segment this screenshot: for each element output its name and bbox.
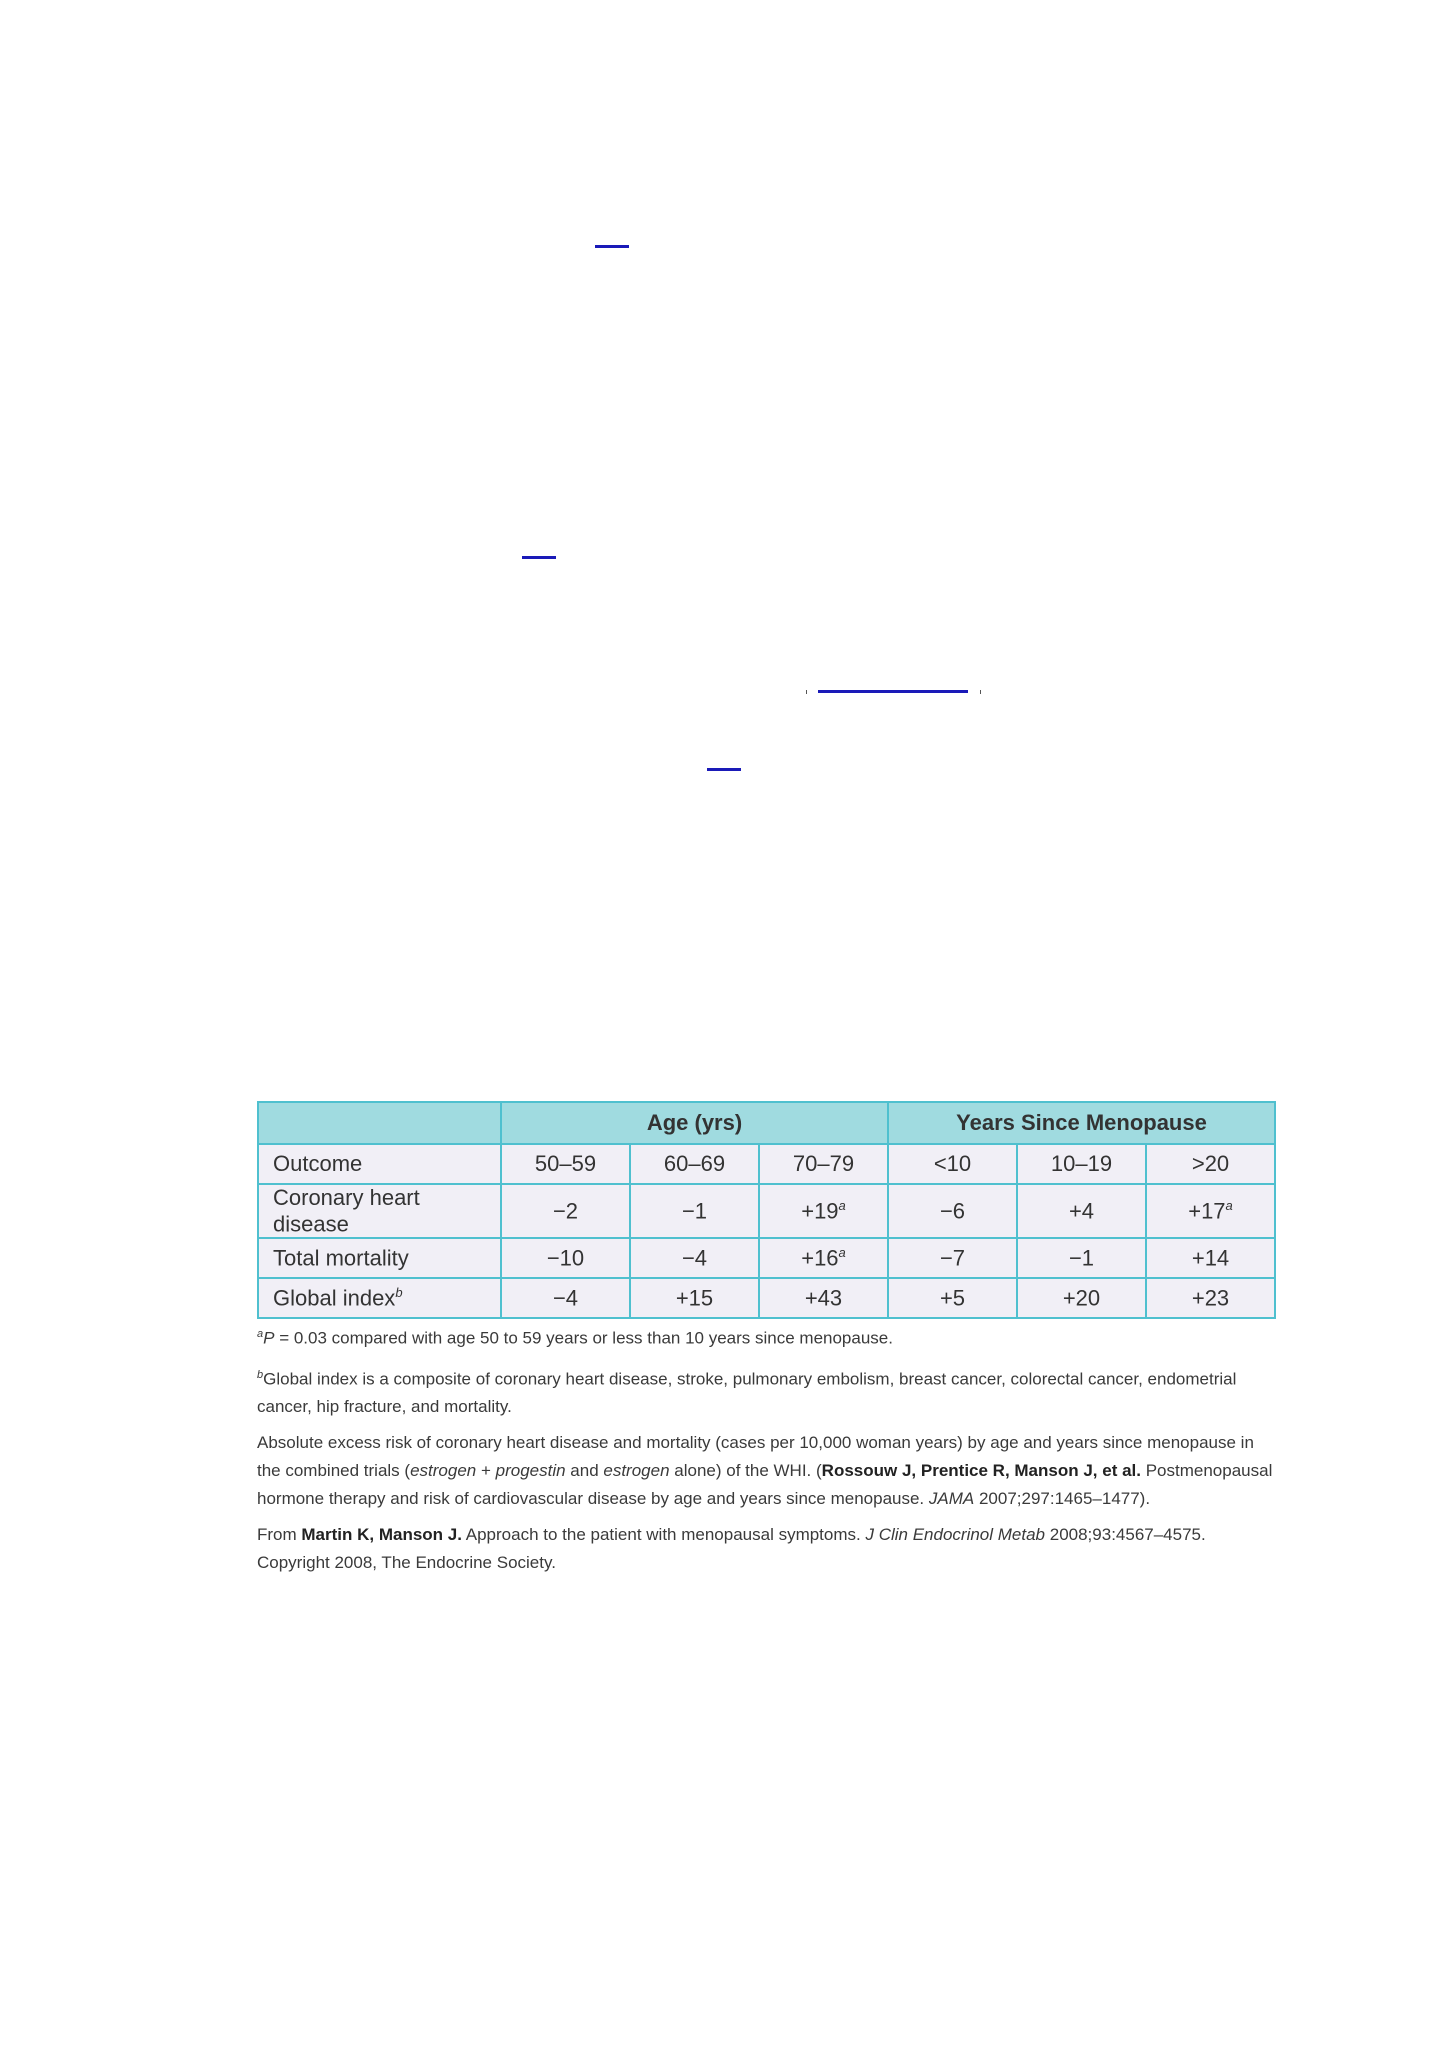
column-header: Outcome: [258, 1144, 501, 1184]
group-header-blank: [258, 1102, 501, 1144]
table-row: [258, 1238, 1275, 1278]
table-cell: +5: [888, 1278, 1017, 1318]
column-header: <10: [888, 1144, 1017, 1184]
group-header-row: [258, 1102, 1275, 1144]
table-cell: +17$^a$: [1146, 1184, 1275, 1238]
table-cell: +14: [1146, 1238, 1275, 1278]
link-bracket-left: [806, 690, 807, 694]
column-header: >20: [1146, 1144, 1275, 1184]
table-cell: −4: [501, 1278, 630, 1318]
table-cell: −10: [501, 1238, 630, 1278]
table-cell: +19$^a$: [759, 1184, 888, 1238]
table-cell: −7: [888, 1238, 1017, 1278]
row-label: Coronary heart disease: [258, 1184, 501, 1238]
table-cell: +43: [759, 1278, 888, 1318]
table-cell: −4: [630, 1238, 759, 1278]
link-underline[interactable]: [595, 245, 629, 248]
table-cell: −1: [630, 1184, 759, 1238]
table-cell: −2: [501, 1184, 630, 1238]
table-cell: +16$^a$: [759, 1238, 888, 1278]
table-cell: +23: [1146, 1278, 1275, 1318]
column-header-row: [258, 1144, 1275, 1184]
link-underline[interactable]: [522, 556, 556, 559]
column-header: 60–69: [630, 1144, 759, 1184]
table-notes: [257, 1320, 1274, 1585]
column-header: 50–59: [501, 1144, 630, 1184]
risk-table: [257, 1101, 1276, 1319]
table-row: [258, 1184, 1275, 1238]
footnote-b: $^b$Global index is a composite of coronary heart disease, stroke, pulmonary embolism, breast cancer, colorectal cancer, endometrial cancer, hip fracture, and mortality.: [257, 1368, 1237, 1417]
table-cell: +15: [630, 1278, 759, 1318]
row-label: Global index$^b$: [258, 1278, 501, 1318]
table-row: [258, 1278, 1275, 1318]
link-bracket-right: [980, 690, 981, 694]
group-header-menopause: Years Since Menopause: [888, 1102, 1275, 1144]
risk-table-container: [257, 1101, 1274, 1319]
table-cell: +20: [1017, 1278, 1146, 1318]
table-cell: −1: [1017, 1238, 1146, 1278]
group-header-age: Age (yrs): [501, 1102, 888, 1144]
table-cell: +4: [1017, 1184, 1146, 1238]
table-cell: −6: [888, 1184, 1017, 1238]
column-header: 10–19: [1017, 1144, 1146, 1184]
column-header: 70–79: [759, 1144, 888, 1184]
table-caption: Absolute excess risk of coronary heart disease and mortality (cases per 10,000 woman years) by age and years since menopause in the combined trials (estrogen + progestin and estrogen alone) of the WHI. (Rossouw J, Prentice R, Manson J, et al. Postmenopausal hormone therapy and risk of cardiovascular disease by age and years since menopause. JAMA 2007;297:1465–1477).: [257, 1433, 1273, 1509]
link-underline[interactable]: [818, 690, 968, 693]
source-citation: From Martin K, Manson J. Approach to the patient with menopausal symptoms. J Clin Endocrinol Metab 2008;93:4567–4575. Copyright 2008, The Endocrine Society.: [257, 1525, 1206, 1573]
link-underline[interactable]: [707, 768, 741, 771]
row-label: Total mortality: [258, 1238, 501, 1278]
footnote-a: $^a$P = 0.03 compared with age 50 to 59 years or less than 10 years since menopause.: [257, 1328, 893, 1348]
